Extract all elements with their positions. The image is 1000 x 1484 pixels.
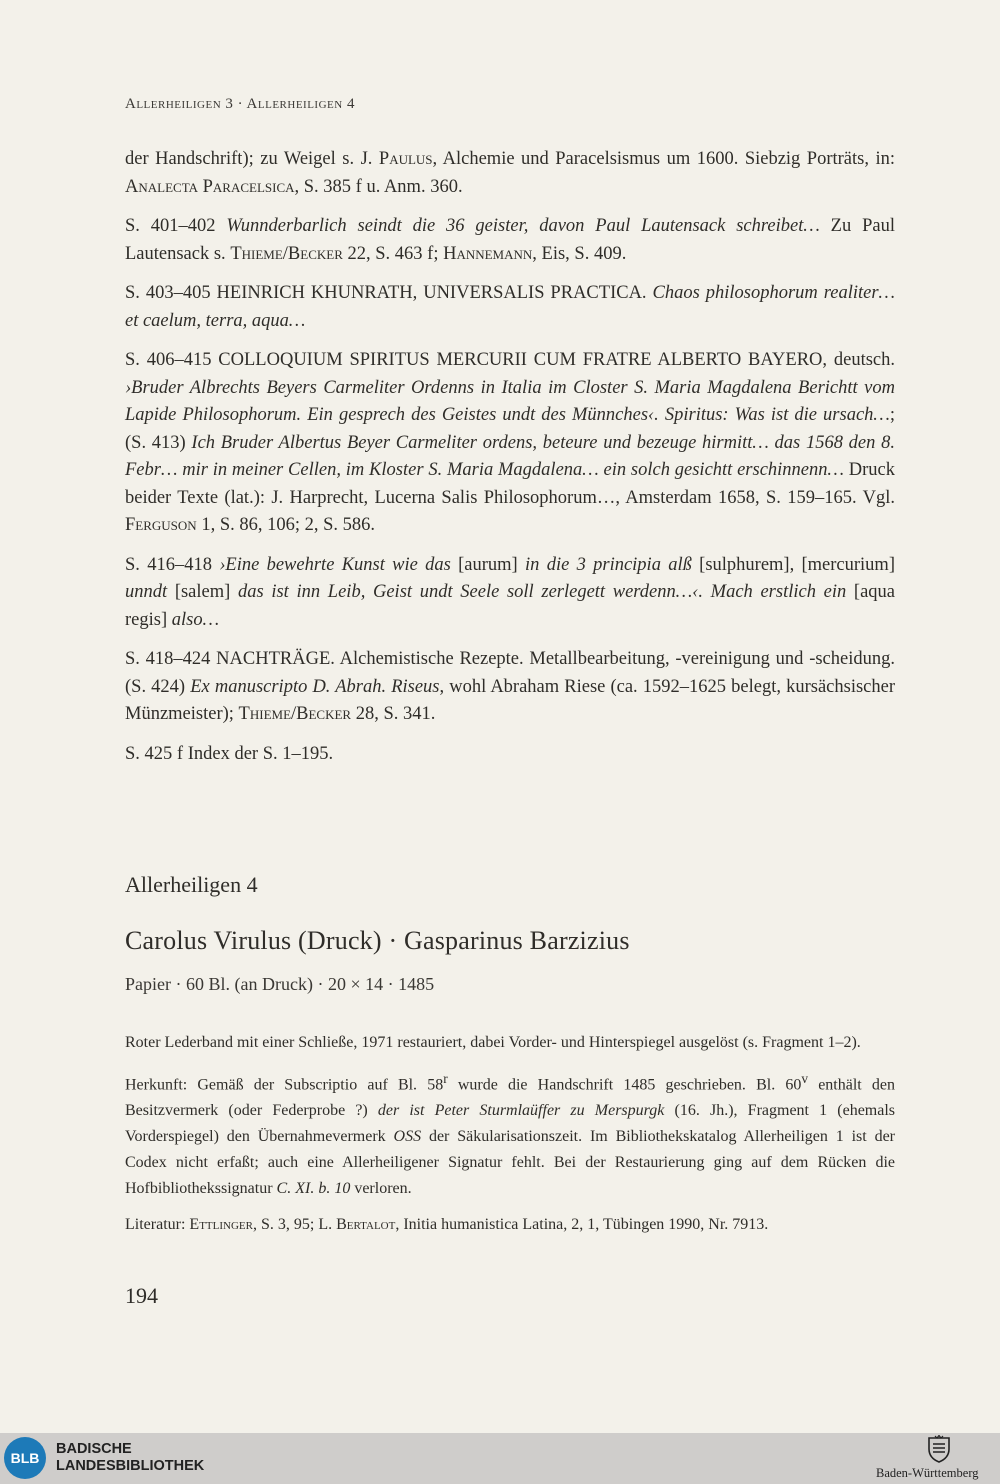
text: S. 418–424 NACHTRÄGE. Alchemistische Rezepte. Metallbearbeitung, -vereinigung und -scheidung. (S. 424): [125, 649, 895, 697]
text: , S. 3, 95; L.: [252, 1216, 337, 1234]
quote: OSS: [393, 1128, 422, 1146]
author-ref: Paulus: [378, 149, 433, 169]
author-ref: Thieme/Becker: [238, 704, 352, 724]
text: Literatur:: [125, 1216, 190, 1234]
library-line-2: LANDESBIBLIOTHEK: [56, 1458, 205, 1474]
text: 22, S. 463 f;: [342, 243, 444, 264]
section-title: Carolus Virulus (Druck) · Gasparinus Barzizius: [125, 926, 630, 955]
text: der Säkularisationszeit. Im Bibliothekskatalog Allerheiligen 1 ist der Codex nicht erfaßt; auch eine Allerheiligener Signatur fehlt. Bei der Restaurierung ging auf dem Rücken die Hofbibliothekssignatur: [125, 1128, 896, 1198]
catalog-entries: [125, 146, 895, 780]
quote: Ex manuscripto D. Abrah. Riseus: [190, 676, 440, 697]
coat-of-arms-icon: [926, 1435, 952, 1463]
paragraph-5: [125, 552, 895, 635]
text: enthält den Besitzvermerk (oder Federprobe ?): [125, 1076, 895, 1120]
quote: C. XI. b. 10: [276, 1180, 351, 1198]
quote: Chaos philosophorum realiter… et caelum, terra, aqua…: [125, 283, 895, 331]
library-name[interactable]: [56, 1441, 204, 1475]
text: 1, S. 86, 106; 2, S. 586.: [196, 515, 376, 535]
text: , Initia humanistica Latina, 2, 1, Tübingen 1990, Nr. 7913.: [395, 1216, 769, 1234]
author-ref: Ferguson: [125, 515, 197, 535]
provenance-description: [125, 1066, 895, 1202]
work-ref: Analecta Paracelsica: [125, 176, 295, 197]
binding-description: Roter Lederband mit einer Schließe, 1971 restauriert, dabei Vorder- und Hinterspiegel ausgelöst (s. Fragment 1–2).: [125, 1034, 861, 1051]
text: ; (S. 413): [125, 405, 895, 453]
text: , Alchemie und Paracelsismus um 1600. Siebzig Porträts, in:: [432, 149, 895, 169]
text: [aurum]: [450, 554, 526, 575]
paragraph-6: [125, 646, 895, 729]
library-line-1: BADISCHE: [56, 1441, 132, 1457]
text: , Eis, S. 409.: [532, 243, 627, 264]
text: der Handschrift); zu Weigel s. J.: [125, 149, 379, 169]
paragraph-4: [125, 347, 895, 540]
text: (16. Jh.), Fragment 1 (ehemals Vorderspiegel) den Übernahmevermerk: [125, 1102, 896, 1146]
state-label: Baden-Württemberg: [876, 1466, 979, 1480]
text: S. 401–402: [125, 216, 227, 236]
blb-logo-icon[interactable]: BLB: [4, 1437, 46, 1479]
quote: das ist inn Leib, Geist undt Seele soll zerlegett werdenn…‹. Mach erstlich ein: [237, 582, 847, 602]
page-number: 194: [125, 1283, 158, 1308]
text: wurde die Handschrift 1485 geschrieben. Bl. 60: [447, 1076, 802, 1094]
author-ref: Hannemann: [443, 243, 533, 264]
text: [sulphurem], [mercurium]: [691, 554, 895, 575]
literature-reference: [125, 1212, 895, 1238]
author-ref: Ettlinger: [189, 1216, 253, 1234]
paragraph-3: [125, 280, 895, 335]
text: , wohl Abraham Riese (ca. 1592–1625 belegt, kursächsischer Münzmeister);: [125, 676, 895, 724]
section-meta: Papier · 60 Bl. (an Druck) · 20 × 14 · 1485: [125, 974, 435, 994]
text: S. 403–405 HEINRICH KHUNRATH, UNIVERSALIS PRACTICA.: [125, 283, 653, 303]
section-heading: Allerheiligen 4: [125, 872, 258, 897]
quote: der ist Peter Sturmlaüffer zu Merspurgk: [377, 1102, 665, 1120]
text: [aqua regis]: [125, 582, 895, 630]
author-ref: Thieme/Becker: [230, 243, 343, 264]
quote: in die 3 principia alß: [525, 554, 692, 575]
text: S. 416–418: [125, 554, 220, 575]
text: Druck beider Texte (lat.): J. Harprecht, Lucerna Salis Philosophorum…, Amsterdam 1658, S. 159–165. Vgl.: [125, 460, 896, 508]
text: S. 406–415 COLLOQUIUM SPIRITUS MERCURII CUM FRATRE ALBERTO BAYERO, deutsch.: [125, 350, 895, 370]
quote: ›Eine bewehrte Kunst wie das: [219, 554, 451, 575]
text: , S. 385 f u. Anm. 360.: [294, 176, 463, 197]
quote: ›Bruder Albrechts Beyers Carmeliter Ordenns in Italia im Closter S. Maria Magdalena Berichtt vom Lapide Philosophorum. Ein gesprech des Geistes undt des Münnches‹. Spiritus: Was ist die ursach…: [125, 377, 895, 425]
superscript: r: [443, 1071, 448, 1086]
quote: Ich Bruder Albertus Beyer Carmeliter ordens, beteure und bezeuge hirmitt… das 1568 den 8. Febr… mir in meiner Cellen, im Kloster S. Maria Magdalena… ein solch gesichtt erschinnenn…: [125, 432, 895, 480]
paragraph-1: [125, 146, 895, 201]
superscript: v: [801, 1071, 809, 1086]
text: Zu Paul Lautensack s.: [125, 216, 895, 264]
text: verloren.: [350, 1180, 412, 1198]
description-block: [125, 1030, 895, 1248]
text: Herkunft: Gemäß der Subscriptio auf Bl. 58: [125, 1076, 444, 1094]
quote: Wunnderbarlich seindt die 36 geister, davon Paul Lautensack schreibet…: [226, 216, 820, 236]
footer-bar: [0, 1433, 1000, 1484]
quote: unndt: [125, 582, 168, 602]
text: 28, S. 341.: [351, 704, 436, 724]
author-ref: Bertalot: [336, 1216, 396, 1234]
paragraph-2: [125, 213, 895, 268]
running-head: Allerheiligen 3 · Allerheiligen 4: [125, 96, 355, 112]
paragraph-7: S. 425 f Index der S. 1–195.: [125, 743, 334, 764]
quote: also…: [171, 609, 220, 630]
text: [salem]: [167, 582, 238, 602]
